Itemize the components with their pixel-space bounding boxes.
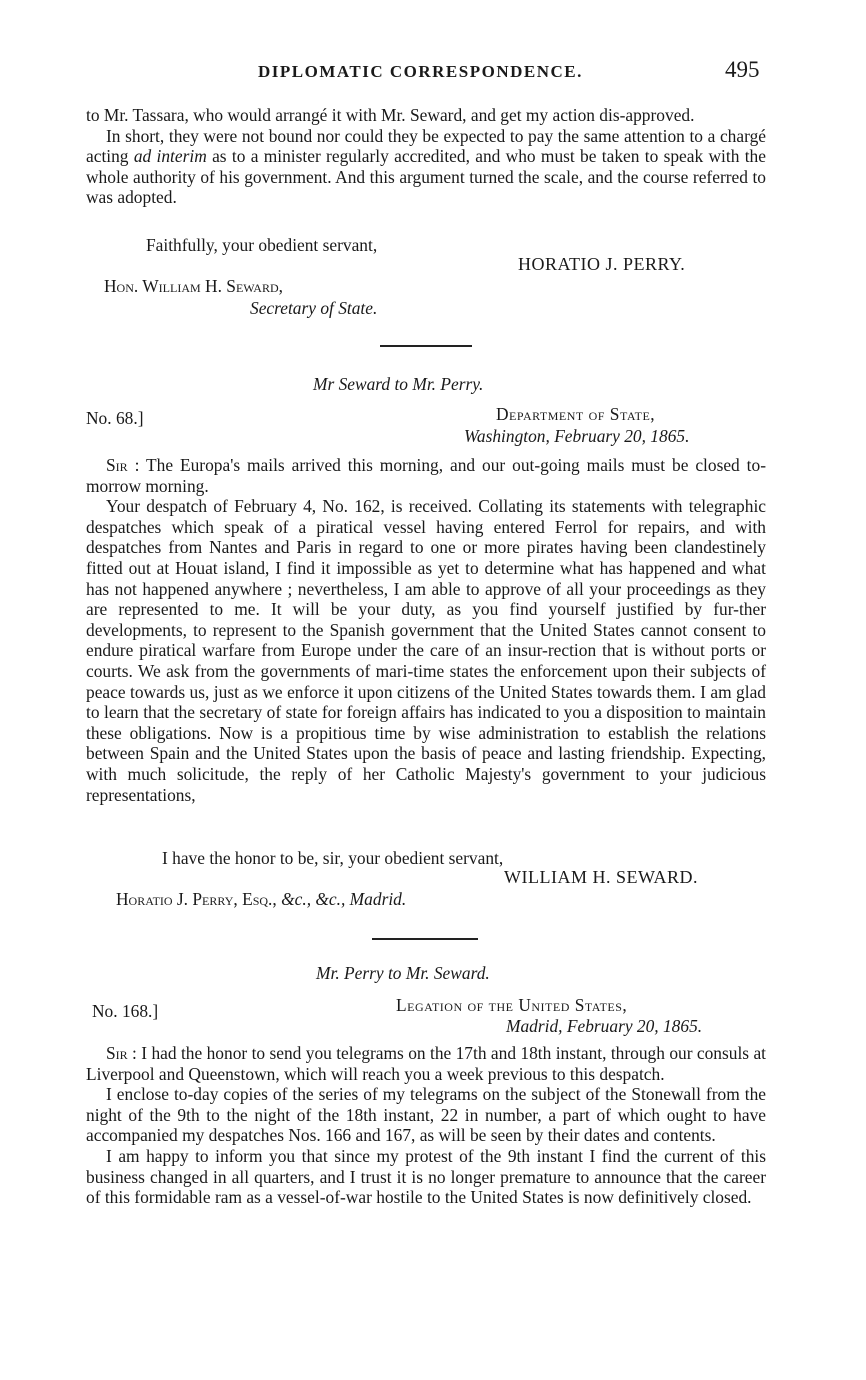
letter2-paragraph-1: Sir : The Europa's mails arrived this morning, and our out-going mails must be closed to-morrow morning. — [86, 455, 766, 496]
letter2-department: Department of State, — [496, 404, 656, 424]
letter3-paragraph-1: Sir : I had the honor to send you telegrams on the 17th and 18th instant, through our consuls at Liverpool and Queenstown, which will reach you a week previous to this despatch. — [86, 1043, 766, 1084]
letter3-heading: Mr. Perry to Mr. Seward. — [316, 963, 490, 983]
section-divider — [380, 345, 472, 347]
continuation-paragraph: to Mr. Tassara, who would arrangé it with Mr. Seward, and get my action dis-approved. — [86, 105, 695, 125]
letter1-closing: Faithfully, your obedient servant, — [146, 235, 378, 255]
letter1-addressee-title: Secretary of State. — [250, 298, 378, 318]
running-header: DIPLOMATIC CORRESPONDENCE. — [258, 62, 583, 81]
letter3-body — [86, 1043, 766, 1208]
letter1-signature: HORATIO J. PERRY. — [518, 254, 686, 274]
letter1-addressee: Hon. William H. Seward, — [104, 276, 283, 296]
letter2-number: No. 68.] — [86, 408, 144, 428]
letter3-paragraph-2: I enclose to-day copies of the series of my telegrams on the subject of the Stonewall from the night of the 9th to the night of the 18th instant, 22 in number, a part of which ought to have accompanied my despatches Nos. 166 and 167, as will be seen by their dates and contents. — [86, 1084, 766, 1146]
section-divider — [372, 938, 478, 940]
page-number: 495 — [725, 57, 760, 82]
letter2-addressee: Horatio J. Perry, Esq., &c., &c., Madrid. — [116, 889, 407, 909]
letter2-signature: WILLIAM H. SEWARD. — [504, 867, 698, 887]
letter1-paragraph: In short, they were not bound nor could they be expected to pay the same attention to a chargé acting ad interim as to a minister regularly accredited, and who must be taken to speak with the whole authority of his government. And this argument turned the scale, and the course referred to was adopted. — [86, 125, 766, 208]
letter3-paragraph-3: I am happy to inform you that since my protest of the 9th instant I find the current of this business changed in all quarters, and I trust it is no longer premature to announce that the career of this formidable ram as a vessel-of-war hostile to the United States is now definitively closed. — [86, 1145, 766, 1208]
letter2-paragraph-2: Your despatch of February 4, No. 162, is received. Collating its statements with telegraphic despatches which speak of a piratical vessel having entered Ferrol for repairs, and with despatches from Nantes and Paris in regard to one or more pirates having been clandestinely fitted out at Houat island, I find it impossible as yet to determine what has happened and what has not happened anywhere ; nevertheless, I am able to approve of all your proceedings as they are represented to me. It will be your duty, as you find yourself justified by fur-ther developments, to represent to the Spanish government that the United States cannot consent to endure piratical warfare from Europe under the care of an insur-rection that is without ports or courts. We ask from the governments of mari-time states the enforcement upon their subjects of peace towards us, just as we enforce it upon citizens of the United States towards them. I am glad to learn that the secretary of state for foreign affairs has indicated to you a disposition to maintain these obligations. Now is a propitious time by wise administration to establish the relations between Spain and the United States upon the basis of peace and lasting friendship. Expecting, with much solicitude, the reply of her Catholic Majesty's government to your judicious representations, — [86, 496, 766, 805]
letter3-number: No. 168.] — [92, 1001, 159, 1021]
letter2-heading: Mr Seward to Mr. Perry. — [313, 374, 484, 394]
letter2-closing: I have the honor to be, sir, your obedient servant, — [162, 848, 504, 868]
letter1-body — [86, 105, 766, 208]
letter2-body — [86, 455, 766, 805]
letter3-legation: Legation of the United States, — [396, 995, 628, 1015]
letter3-place-date: Madrid, February 20, 1865. — [506, 1016, 703, 1036]
letter2-place-date: Washington, February 20, 1865. — [464, 426, 690, 446]
